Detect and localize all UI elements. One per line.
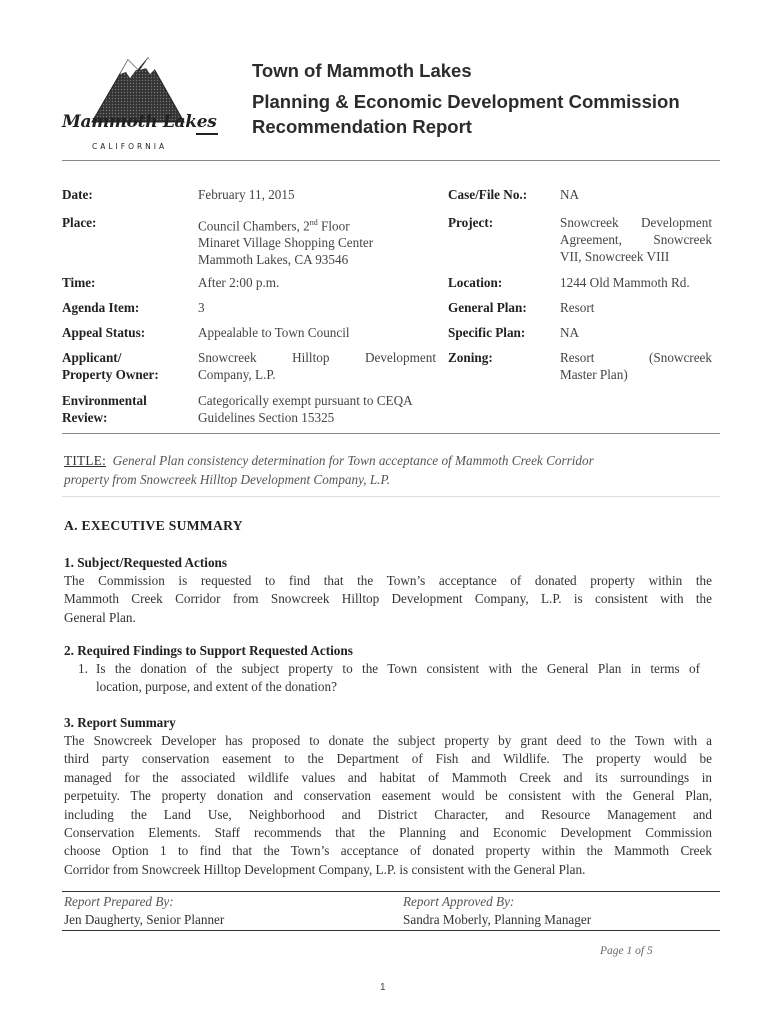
environmental-label-line-1: Environmental — [62, 393, 147, 408]
title-text-line-1: General Plan consistency determination for Town acceptance of Mammoth Creek Corridor — [112, 453, 594, 468]
executive-summary-heading: A. EXECUTIVE SUMMARY — [64, 518, 243, 533]
zoning-value — [560, 349, 712, 383]
report-summary-paragraph — [64, 732, 712, 879]
applicant-line-2: Company, L.P. — [198, 367, 276, 382]
report-title — [64, 452, 716, 489]
summary-line-8: Corridor from Snowcreek Hilltop Development Company, L.P. is consistent with the General Plan. — [64, 861, 586, 877]
agenda-value: 3 — [198, 300, 205, 315]
footer-bottom-rule — [62, 930, 720, 931]
agenda-label: Agenda Item: — [62, 300, 140, 315]
approved-by-label: Report Approved By: — [403, 894, 515, 909]
summary-line-4: perpetuity. The property donation and conservation easement would be consistent with the General Plan, — [64, 788, 712, 804]
place-line-1-text: Council Chambers, 2 — [198, 218, 310, 234]
place-line-3: Mammoth Lakes, CA 93546 — [198, 252, 349, 268]
findings-heading: 2. Required Findings to Support Requested Actions — [64, 643, 353, 658]
findings-item-line-1: Is the donation of the subject property to the Town consistent with the General Plan in terms of — [96, 661, 700, 676]
summary-line-3: managed for the associated wildlife values and habitat of Mammoth Creek and its surroundings in — [64, 769, 712, 785]
info-divider — [62, 433, 720, 434]
place-line-2: Minaret Village Shopping Center — [198, 235, 374, 251]
project-line-2: Agreement, Snowcreek — [560, 232, 712, 247]
date-value: February 11, 2015 — [198, 187, 295, 202]
environmental-value — [198, 392, 436, 426]
logo-underline — [196, 133, 218, 135]
project-value — [560, 214, 712, 265]
subject-line-1: The Commission is requested to find that the Town’s acceptance of donated property within the — [64, 573, 712, 588]
title-divider — [62, 496, 720, 497]
case-value: NA — [560, 187, 580, 202]
approved-by-value: Sandra Moberly, Planning Manager — [403, 912, 592, 927]
appeal-label: Appeal Status: — [62, 325, 146, 340]
place-superscript: nd — [309, 218, 318, 227]
general-plan-label: General Plan: — [448, 300, 527, 315]
summary-line-1: The Snowcreek Developer has proposed to donate the subject property by grant deed to the Town with a — [64, 733, 712, 748]
time-value: After 2:00 p.m. — [198, 275, 280, 290]
subject-line-3: General Plan. — [64, 609, 136, 625]
summary-line-6: Conservation Elements. Staff recommends that the Planning and Economic Development Commission — [64, 825, 712, 841]
findings-item — [96, 660, 700, 697]
environmental-label — [62, 392, 190, 426]
zoning-line-2: Master Plan) — [560, 367, 628, 382]
specific-plan-label: Specific Plan: — [448, 325, 526, 340]
subject-heading: 1. Subject/Requested Actions — [64, 555, 228, 570]
environmental-line-2: Guidelines Section 15325 — [198, 410, 335, 425]
logo-wordmark: Mammoth Lakes — [62, 112, 217, 132]
project-line-3: VII, Snowcreek VIII — [560, 249, 670, 264]
footer-top-rule — [62, 891, 720, 892]
location-value: 1244 Old Mammoth Rd. — [560, 275, 690, 290]
header-report-type: Recommendation Report — [252, 116, 472, 137]
applicant-value — [198, 349, 436, 383]
applicant-line-1: Snowcreek Hilltop Development — [198, 350, 436, 365]
logo-state: CALIFORNIA — [92, 142, 168, 151]
subject-paragraph — [64, 572, 712, 627]
subject-line-2: Mammoth Creek Corridor from Snowcreek Hilltop Development Company, L.P. is consistent with the — [64, 591, 712, 607]
project-line-1: Snowcreek Development — [560, 215, 712, 230]
environmental-line-1: Categorically exempt pursuant to CEQA — [198, 393, 413, 408]
findings-item-line-2: location, purpose, and extent of the donation? — [96, 679, 337, 695]
place-label: Place: — [62, 215, 97, 230]
place-value — [198, 214, 436, 268]
report-summary-heading: 3. Report Summary — [64, 715, 176, 730]
zoning-line-1: Resort (Snowcreek — [560, 350, 712, 365]
applicant-label-line-2: Property Owner: — [62, 367, 159, 382]
date-label: Date: — [62, 187, 93, 202]
location-label: Location: — [448, 275, 503, 290]
zoning-label: Zoning: — [448, 350, 493, 365]
header-divider — [62, 160, 720, 161]
title-text-line-2: property from Snowcreek Hilltop Development Company, L.P. — [64, 471, 391, 487]
pdf-page-number: 1 — [380, 982, 386, 993]
header-commission: Planning & Economic Development Commission — [252, 91, 680, 112]
header-town-name: Town of Mammoth Lakes — [252, 60, 472, 81]
applicant-label — [62, 349, 190, 383]
place-line-1 — [198, 214, 436, 234]
page-number: Page 1 of 5 — [600, 945, 653, 957]
applicant-label-line-1: Applicant/ — [62, 350, 122, 365]
general-plan-value: Resort — [560, 300, 595, 315]
title-label: TITLE: — [64, 453, 107, 468]
place-line-1-suffix: Floor — [317, 218, 350, 234]
prepared-by-label: Report Prepared By: — [64, 894, 174, 909]
project-label: Project: — [448, 215, 494, 230]
summary-line-2: third party conservation easement to the Department of Fish and Wildlife. The property would be — [64, 751, 712, 767]
summary-line-5: including the Land Use, Neighborhood and District Character, and Resource Management and — [64, 806, 712, 822]
case-label: Case/File No.: — [448, 187, 528, 202]
title-line-1 — [64, 452, 716, 471]
time-label: Time: — [62, 275, 96, 290]
specific-plan-value: NA — [560, 325, 580, 340]
appeal-value: Appealable to Town Council — [198, 325, 350, 340]
summary-line-7: choose Option 1 to find that the Town’s acceptance of donated property within the Mammoth Creek — [64, 843, 712, 859]
environmental-label-line-2: Review: — [62, 410, 108, 425]
prepared-by-value: Jen Daugherty, Senior Planner — [64, 912, 225, 927]
findings-item-number: 1. — [78, 661, 88, 676]
